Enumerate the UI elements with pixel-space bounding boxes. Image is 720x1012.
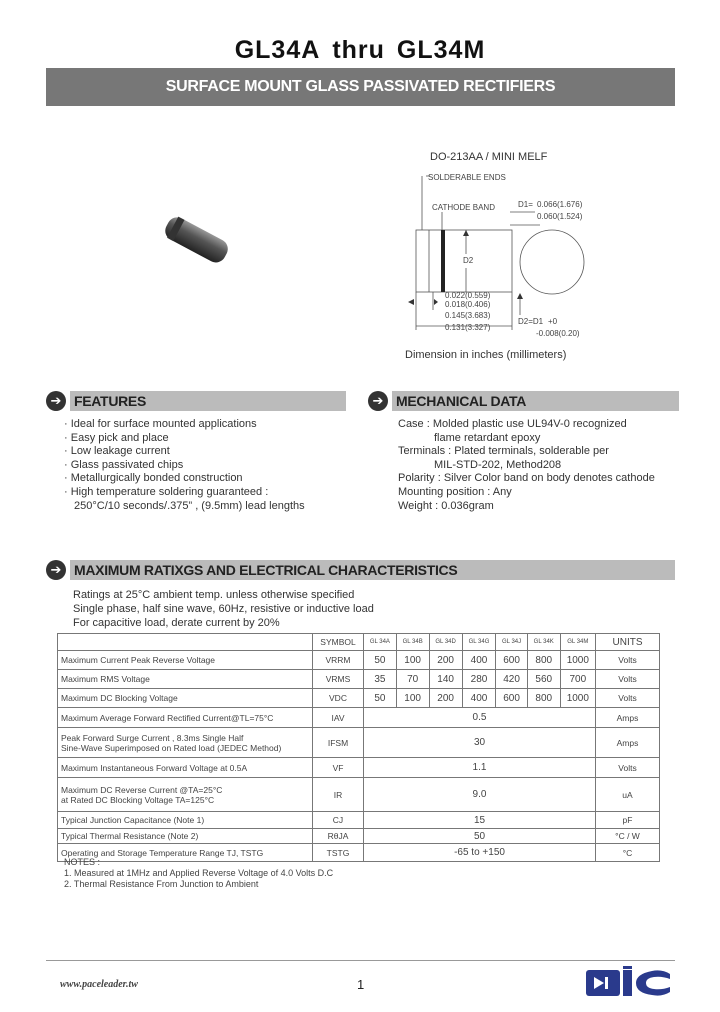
ratings-line: Ratings at 25°C ambient temp. unless otherwise specified	[73, 589, 355, 601]
table-row	[58, 651, 660, 670]
col-header: GL 34J	[496, 634, 528, 651]
table-row	[58, 728, 660, 758]
feature-item: · Metallurgically bonded construction	[64, 472, 243, 485]
row-value: 200	[429, 689, 462, 708]
row-unit: Volts	[596, 651, 660, 670]
mechanical-line: Case : Molded plastic use UL94V-0 recognized	[398, 418, 627, 430]
row-value: 420	[496, 670, 528, 689]
dimension-caption: Dimension in inches (millimeters)	[405, 349, 567, 361]
row-value: 400	[462, 689, 496, 708]
d1-min: 0.060(1.524)	[537, 212, 583, 221]
ratings-heading: MAXIMUM RATIXGS AND ELECTRICAL CHARACTERISTICS	[70, 560, 675, 580]
ratings-line: For capacitive load, derate current by 20%	[73, 617, 280, 629]
page-number: 1	[357, 977, 365, 992]
title-part-2: thru	[332, 36, 385, 64]
row-symbol: RθJA	[313, 829, 364, 844]
row-value: 400	[462, 651, 496, 670]
row-unit: pF	[596, 812, 660, 829]
col-header: GL 34M	[560, 634, 595, 651]
mechanical-line: Terminals : Plated terminals, solderable per	[398, 445, 609, 458]
row-desc: Peak Forward Surge Current , 8.3ms Single Half Sine-Wave Superimposed on Rated load (JEDEC Method)	[58, 728, 313, 758]
row-value: 9.0	[364, 778, 596, 812]
d1-max: 0.066(1.676)	[537, 200, 583, 209]
document-title	[0, 36, 720, 65]
table-row	[58, 829, 660, 844]
band-min: 0.018(0.406)	[445, 300, 491, 309]
table-header-row	[58, 634, 660, 651]
feature-item: · Low leakage current	[64, 445, 170, 458]
row-value: 30	[364, 728, 596, 758]
tolerance-label: D2=D1	[518, 317, 544, 326]
ratings-header	[46, 557, 675, 583]
row-value: 200	[429, 651, 462, 670]
col-header: GL 34B	[396, 634, 429, 651]
row-unit: Amps	[596, 708, 660, 728]
notes-heading: NOTES :	[64, 857, 101, 867]
diode-photo	[160, 212, 234, 271]
col-header: GL 34A	[364, 634, 397, 651]
row-desc: Maximum Instantaneous Forward Voltage at 0.5A	[58, 758, 313, 778]
mechanical-header	[368, 388, 679, 414]
row-value: 800	[527, 651, 560, 670]
features-header	[46, 388, 346, 414]
features-heading: FEATURES	[70, 391, 346, 411]
title-part-3: GL34M	[396, 36, 486, 64]
title-part-1: GL34A	[234, 36, 321, 64]
row-symbol: VRRM	[313, 651, 364, 670]
footer-divider	[46, 960, 675, 961]
row-desc: Typical Thermal Resistance (Note 2)	[58, 829, 313, 844]
row-value: 35	[364, 670, 397, 689]
row-symbol: VDC	[313, 689, 364, 708]
tolerance-minus: -0.008(0.20)	[536, 329, 580, 338]
row-symbol: IFSM	[313, 728, 364, 758]
length-min: 0.131(3.327)	[445, 323, 491, 332]
note-item: 2. Thermal Resistance From Junction to Ambient	[64, 879, 259, 889]
website-link[interactable]: www.paceleader.tw	[60, 979, 138, 990]
mechanical-line: Polarity : Silver Color band on body denotes cathode	[398, 472, 655, 485]
subtitle-banner: SURFACE MOUNT GLASS PASSIVATED RECTIFIERS	[46, 68, 675, 106]
mechanical-line: Mounting position : Any	[398, 485, 512, 498]
arrow-icon: ➔	[368, 391, 388, 411]
feature-item: · Ideal for surface mounted applications	[64, 418, 257, 430]
row-desc: Maximum DC Reverse Current @TA=25°C at Rated DC Blocking Voltage TA=125°C	[58, 778, 313, 812]
row-value: 600	[496, 689, 528, 708]
row-desc: Operating and Storage Temperature Range TJ, TSTG	[58, 844, 313, 862]
arrow-icon: ➔	[46, 391, 66, 411]
row-desc: Maximum Average Forward Rectified Current@TL=75°C	[58, 708, 313, 728]
company-logo	[586, 966, 672, 1005]
table-row	[58, 812, 660, 829]
mechanical-line: flame retardant epoxy	[434, 431, 541, 444]
cathode-band-label: CATHODE BAND	[432, 203, 495, 212]
row-value: 600	[496, 651, 528, 670]
row-symbol: VF	[313, 758, 364, 778]
row-unit: Volts	[596, 689, 660, 708]
row-value: 50	[364, 651, 397, 670]
row-unit: Amps	[596, 728, 660, 758]
row-value: 100	[396, 651, 429, 670]
notes	[64, 857, 333, 890]
table-row	[58, 778, 660, 812]
d2-label: D2	[463, 256, 474, 265]
solderable-ends-label: SOLDERABLE ENDS	[428, 173, 506, 182]
row-value: 70	[396, 670, 429, 689]
table-row	[58, 708, 660, 728]
row-unit: Volts	[596, 758, 660, 778]
col-header: GL 34D	[429, 634, 462, 651]
row-desc: Maximum Current Peak Reverse Voltage	[58, 651, 313, 670]
ratings-conditions	[73, 588, 374, 630]
row-unit: uA	[596, 778, 660, 812]
mechanical-line: MIL-STD-202, Method208	[434, 458, 562, 471]
feature-item: · High temperature soldering guaranteed :	[64, 485, 269, 498]
symbol-header: SYMBOL	[313, 634, 364, 651]
band-max: 0.022(0.559)	[445, 291, 491, 300]
ratings-line: Single phase, half sine wave, 60Hz, resistive or inductive load	[73, 603, 374, 615]
table-row	[58, 670, 660, 689]
row-value: 700	[560, 670, 595, 689]
header-blank	[58, 634, 313, 651]
table-row	[58, 758, 660, 778]
row-value: 1000	[560, 689, 595, 708]
feature-continuation: 250°C/10 seconds/.375” , (9.5mm) lead lengths	[74, 499, 305, 512]
dimension-drawing	[400, 170, 600, 345]
tolerance-plus: +0	[548, 317, 558, 326]
package-label: DO-213AA / MINI MELF	[430, 151, 548, 163]
feature-item: · Easy pick and place	[64, 431, 169, 444]
row-symbol: IAV	[313, 708, 364, 728]
row-desc: Maximum RMS Voltage	[58, 670, 313, 689]
col-header: GL 34G	[462, 634, 496, 651]
row-value: 560	[527, 670, 560, 689]
row-unit: °C / W	[596, 829, 660, 844]
row-value: 280	[462, 670, 496, 689]
units-header: UNITS	[596, 634, 660, 651]
row-value: 1.1	[364, 758, 596, 778]
row-value: 50	[364, 689, 397, 708]
col-header: GL 34K	[527, 634, 560, 651]
row-desc: Maximum DC Blocking Voltage	[58, 689, 313, 708]
row-symbol: VRMS	[313, 670, 364, 689]
row-unit: Volts	[596, 670, 660, 689]
row-value: 0.5	[364, 708, 596, 728]
d1-label: D1=	[518, 200, 533, 209]
row-value: -65 to +150	[364, 844, 596, 862]
mechanical-heading: MECHANICAL DATA	[392, 391, 679, 411]
table-row	[58, 689, 660, 708]
characteristics-table	[57, 633, 660, 862]
arrow-icon: ➔	[46, 560, 66, 580]
row-value: 140	[429, 670, 462, 689]
row-unit: °C	[596, 844, 660, 862]
row-symbol: TSTG	[313, 844, 364, 862]
row-symbol: IR	[313, 778, 364, 812]
row-value: 1000	[560, 651, 595, 670]
feature-item: · Glass passivated chips	[64, 458, 184, 471]
row-value: 100	[396, 689, 429, 708]
row-value: 15	[364, 812, 596, 829]
note-item: 1. Measured at 1MHz and Applied Reverse Voltage of 4.0 Volts D.C	[64, 868, 334, 878]
row-value: 50	[364, 829, 596, 844]
mechanical-line: Weight : 0.036gram	[398, 499, 494, 512]
length-max: 0.145(3.683)	[445, 311, 491, 320]
row-value: 800	[527, 689, 560, 708]
row-desc: Typical Junction Capacitance (Note 1)	[58, 812, 313, 829]
features-list	[64, 418, 305, 513]
row-symbol: CJ	[313, 812, 364, 829]
mechanical-list	[398, 418, 655, 513]
